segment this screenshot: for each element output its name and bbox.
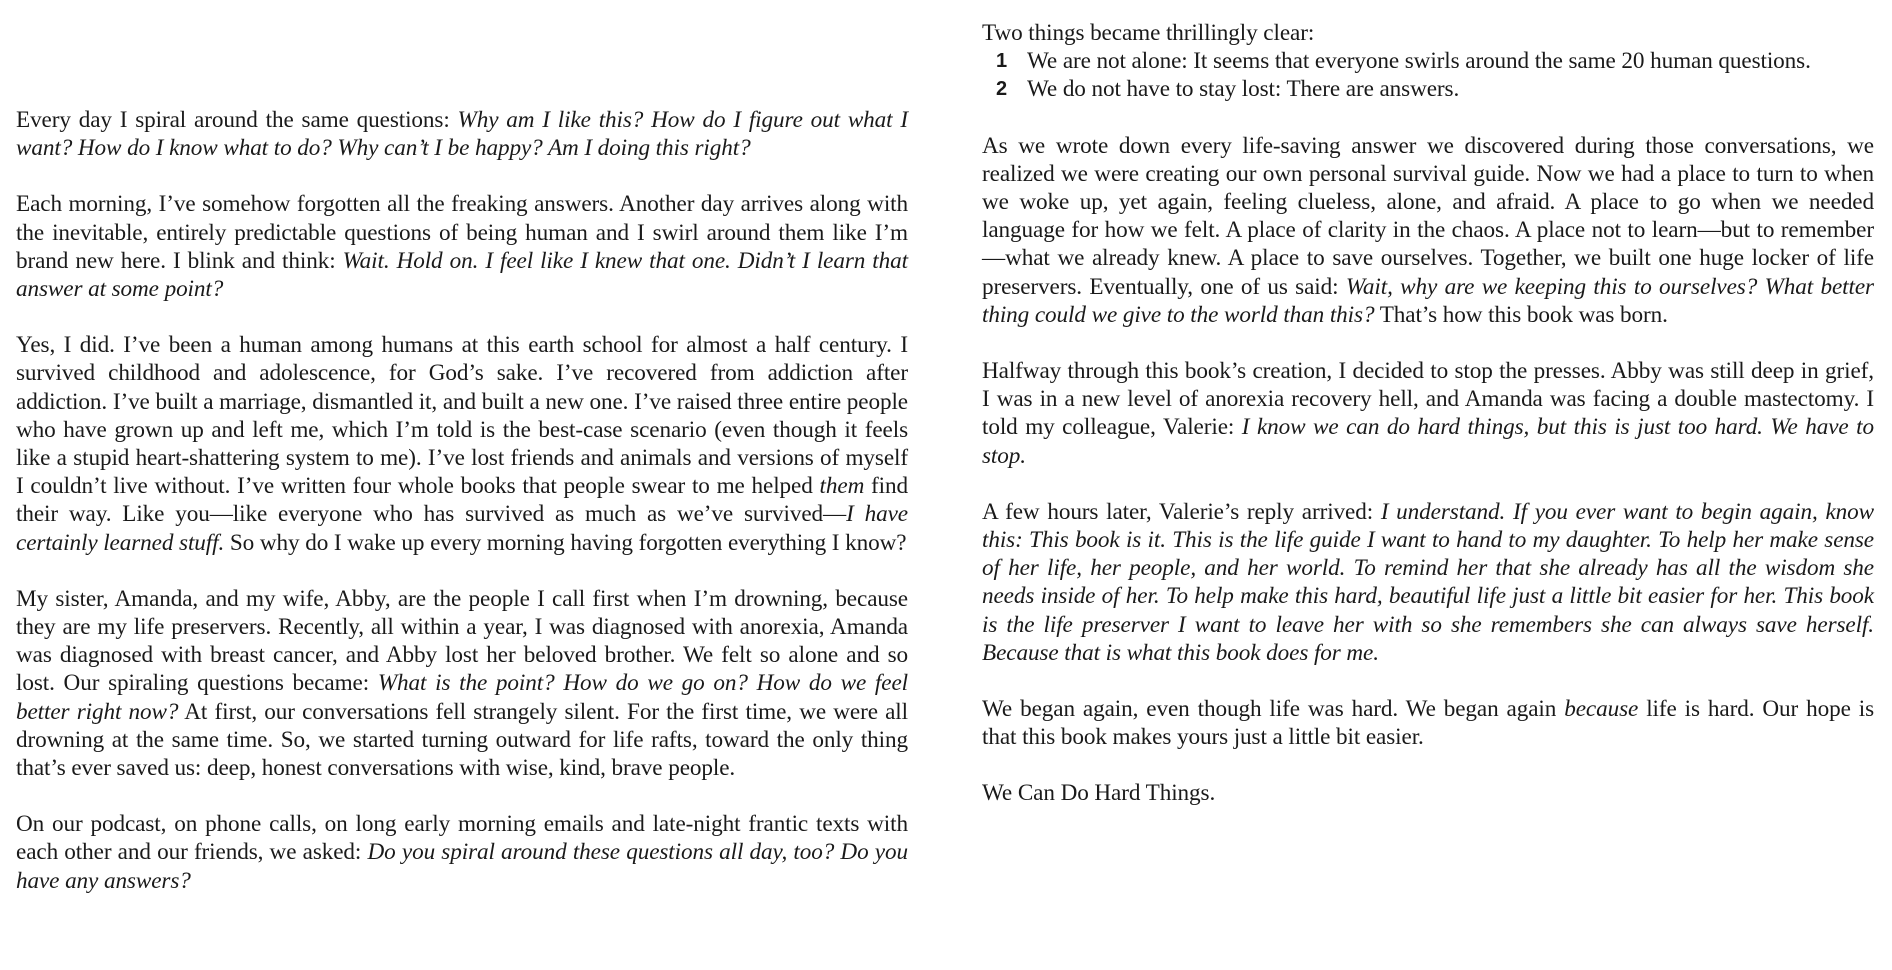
text-run: At first, our conversations fell strangely silent. For the first time, we were all drowning at the same time. So, we started turning outward for life rafts, toward the only thing that’s ever saved us: deep, honest conversations with wise, kind, brave people. <box>16 698 908 782</box>
text-run: My sister, Amanda, and my wife, Abby, are the people I call first when I’m drowning, because they are my life preservers. Recently, all within a year, I was diagnosed with anorexia, Amanda was diagnosed with breast cancer, and Abby lost her beloved brother. We felt so alone and so lost. Our spiraling questions became: <box>16 585 908 697</box>
paragraph <box>982 357 1874 470</box>
italic-text: Do you spiral around these questions all day, too? Do you have any answers? <box>16 839 908 894</box>
italic-text: Why am I like this? How do I figure out what I want? How do I know what to do? Why can’t I be happy? Am I doing this right? <box>16 107 908 162</box>
paragraph <box>16 331 908 557</box>
closing-line: We Can Do Hard Things. <box>982 780 1216 807</box>
italic-text: them <box>819 473 865 500</box>
paragraph <box>16 106 908 162</box>
paragraph <box>16 810 908 895</box>
italic-text: What is the point? How do we go on? How do we feel better right now? <box>16 670 908 725</box>
list-item <box>982 47 1874 75</box>
numbered-list <box>982 47 1874 103</box>
italic-text: because <box>1564 696 1639 723</box>
right-column <box>982 19 1874 836</box>
text-run: Yes, I did. I’ve been a human among humans at this earth school for almost a half century. I survived childhood and adolescence, for God’s sake. I’ve recovered from addiction after addiction. I’ve built a marriage, dismantled it, and built a new one. I’ve raised three entire people who have grown up and left me, which I’m told is the best-case scenario (even though it feels like a stupid heart-shattering system to me). I’ve lost friends and animals and versions of myself I couldn’t live without. I’ve written four whole books that people swear to me helped <box>16 332 908 500</box>
text-run: Each morning, I’ve somehow forgotten all the freaking answers. Another day arrives along with the inevitable, entirely predictable questions of being human and I swirl around them like I’m brand new here. I blink and think: <box>16 191 908 274</box>
italic-text: I understand. If you ever want to begin again, know this: This book is it. This is the life guide I want to hand to my daughter. To help her make sense of her life, her people, and her world. To remind her that she already has all the wisdom she needs inside of her. To help make this hard, beautiful life just a little bit easier for her. This book is the life preserver I want to leave her with so she remembers she can always save herself. Because that is what this book does for me. <box>982 498 1874 666</box>
list-item <box>982 75 1874 103</box>
paragraph <box>16 585 908 782</box>
text-run: On our podcast, on phone calls, on long early morning emails and late-night frantic texts with each other and our friends, we asked: <box>16 811 908 866</box>
text-run: As we wrote down every life-saving answer we discovered during those conversations, we realized we were creating our own personal survival guide. Now we had a place to turn to when we woke up, yet again, feeling clueless, alone, and afraid. A place to go when we needed language for how we felt. A place of clarity in the chaos. A place not to learn—but to remember—what we already knew. A place to save ourselves. Together, we built one huge locker of life preservers. Eventually, one of us said: <box>982 132 1874 300</box>
text-run: find their way. Like you—like everyone who has survived as much as we’ve survived— <box>16 473 908 528</box>
text-run: A few hours later, Valerie’s reply arrived: <box>982 498 1381 525</box>
text-run: That’s how this book was born. <box>1374 301 1668 328</box>
paragraph <box>982 132 1874 329</box>
italic-text: Wait, why are we keeping this to ourselves? What better thing could we give to the world than this? <box>982 273 1874 328</box>
italic-text: I know we can do hard things, but this is just too hard. We have to stop. <box>982 414 1874 469</box>
list-intro: Two things became thrillingly clear: <box>982 20 1315 46</box>
text-run: So why do I wake up every morning having forgotten everything I know? <box>224 529 907 556</box>
list-item-text: We do not have to stay lost: There are answers. <box>1027 76 1460 103</box>
paragraph <box>982 695 1874 751</box>
list-number: 2 <box>996 78 1008 101</box>
text-run: Every day I spiral around the same questions: <box>16 107 458 133</box>
list-number: 1 <box>996 50 1008 73</box>
italic-text: Wait. Hold on. I feel like I knew that one. Didn’t I learn that answer at some point? <box>16 247 908 303</box>
text-run: life is hard. Our hope is that this book makes yours just a little bit easier. <box>982 696 1874 751</box>
paragraph <box>982 498 1874 667</box>
list-item-text: We are not alone: It seems that everyone swirls around the same 20 human questions. <box>1027 48 1811 75</box>
text-run: We began again, even though life was hard. We began again <box>982 696 1565 723</box>
italic-text: I have certainly learned stuff. <box>16 501 908 556</box>
left-column <box>16 106 908 923</box>
text-run: Halfway through this book’s creation, I decided to stop the presses. Abby was still deep in grief, I was in a new level of anorexia recovery hell, and Amanda was facing a double mastectomy. I told my colleague, Valerie: <box>982 358 1874 441</box>
paragraph <box>16 190 908 303</box>
